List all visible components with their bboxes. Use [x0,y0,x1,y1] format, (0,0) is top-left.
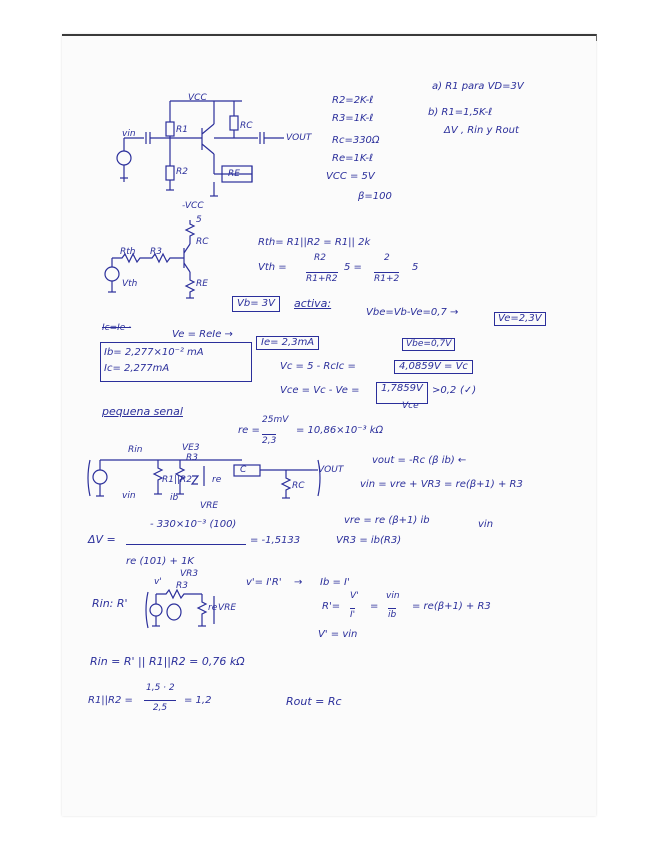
activa-label: activa: [294,297,332,310]
param-re: Re=1K-ℓ [332,153,374,164]
v-equation-2: V' = vin [318,629,358,640]
vth-den: R1+R2 [306,274,338,284]
gain-den: re (101) + 1K [126,544,246,567]
re-den: 2,3 [262,436,277,446]
rin-label-vr3: VR3 [180,569,199,579]
vth-tail: 5 [412,262,419,273]
label-rth: Rth [120,247,136,257]
question-a: a) R1 para VD=3V [432,81,524,92]
rin-label-v: v' [154,577,162,587]
param-beta: β=100 [358,191,392,202]
vc-equation: Vc = 5 - RcIc = [280,361,356,372]
vce-sub: Vce [402,401,419,411]
gain-num: - 330×10⁻³ (100) [150,519,237,530]
r-eq2: = [370,601,379,612]
ic-value: Ic= 2,277mA [104,363,170,374]
r1r2-value: = 1,2 [184,695,212,706]
notebook-page [62,34,596,816]
ss-label-ib: ib [170,493,179,503]
vce-equation: Vce = Vc - Ve = [280,385,360,396]
label-r1: R1 [176,125,188,135]
gain-lhs: ΔV = [88,533,116,546]
label-neg-vcc: -VCC [182,201,204,211]
label-vcc: VCC [188,93,207,103]
rin-lhs: Rin: R' [92,597,128,610]
vbe-value-box: Vbe=0,7V [402,338,455,351]
ss-label-rin: Rin [128,445,143,455]
re-num: 25mV [262,415,289,425]
ss-label-r1r2: R1||R2 [162,475,193,485]
label-vout: VOUT [286,133,312,143]
rout-final: Rout = Rc [286,695,342,708]
question-b2: ΔV , Rin y Rout [444,125,519,136]
question-b: b) R1=1,5K-ℓ [428,107,493,118]
ss-label-c: C [240,465,247,475]
rin-arrow: → [294,577,303,588]
rin-label-r3: R3 [176,581,188,591]
vce-box: 1,7859V [376,382,428,404]
vth-den2: R1+2 [374,274,400,284]
struck-text: Ic=Ie · [102,323,132,333]
vc-box: 4,0859V = Vc [394,360,473,374]
label-re: RE [228,169,240,179]
r-num: V' [350,591,359,601]
vout-equation: vout = -Rc (β ib) ← [372,455,467,466]
param-vcc: VCC = 5V [326,171,375,182]
re-value: = 10,86×10⁻³ kΩ [296,425,384,436]
gain-value: = -1,5133 [250,535,301,546]
ss-label-rc: RC [292,481,305,491]
param-r2: R2=2K-ℓ [332,95,374,106]
label-r2: R2 [176,167,188,177]
rin-label-re: re [208,603,218,613]
vb-box: Vb= 3V [232,296,280,312]
vth-num: R2 [314,253,326,263]
rin-label-vre: VRE [218,603,237,613]
ss-label-vout: VOUT [318,465,344,475]
ss-label-re: re [212,475,222,485]
vth-num2: 2 [384,253,390,263]
vr3-equation: VR3 = ib(R3) [336,535,402,546]
label-vth: Vth [122,279,138,289]
vin-equation: vin = vre + VR3 = re(β+1) + R3 [360,479,523,490]
r1r2-den: 2,5 [144,700,176,713]
v-equation: v'= I'R' [246,577,282,588]
param-r3: R3=1K-ℓ [332,113,374,124]
ib-value: Ib= 2,277×10⁻² mA [104,347,204,358]
vth-mid: 5 = [344,262,362,273]
rth-equation: Rth= R1||R2 = R1|| 2k [258,237,371,248]
label-thev-re: RE [196,279,208,289]
vin-note: vin [478,519,494,530]
label-r3: R3 [150,247,162,257]
small-signal-heading: pequena senal [102,405,183,418]
r-num2: vin [386,591,400,601]
ss-label-vre: VRE [200,501,219,511]
ss-label-vin: vin [122,491,136,501]
r-den2: ib [388,610,397,620]
ve-box: Ve=2,3V [494,312,546,326]
vth-lhs: Vth = [258,262,287,273]
label-thev-rc: RC [196,237,209,247]
vce-tail: >0,2 [432,385,457,396]
ve-equation: Ve = ReIe → [172,329,233,340]
label-s: 5 [196,215,202,225]
label-vin: vin [122,129,136,139]
vbe-equation: Vbe=Vb-Ve=0,7 → [366,307,459,318]
vce-check: (✓) [460,385,477,396]
r-value: = re(β+1) + R3 [412,601,491,612]
rin-final: Rin = R' || R1||R2 = 0,76 kΩ [90,655,245,668]
ss-label-r3: R3 [186,453,198,463]
param-rc: Rc=330Ω [332,135,380,146]
r1r2-lhs: R1||R2 = [88,695,133,706]
r-den: I' [350,610,356,620]
re-lhs: re = [238,425,260,436]
ie-box: Ie= 2,3mA [256,336,319,350]
vre-equation: vre = re (β+1) ib [344,515,430,526]
ss-label-ve3: VE3 [182,443,200,453]
ib-equation: Ib = I' [320,577,350,588]
r1r2-num: 1,5 · 2 [146,683,175,693]
label-rc: RC [240,121,253,131]
r-lhs: R'= [322,601,341,612]
